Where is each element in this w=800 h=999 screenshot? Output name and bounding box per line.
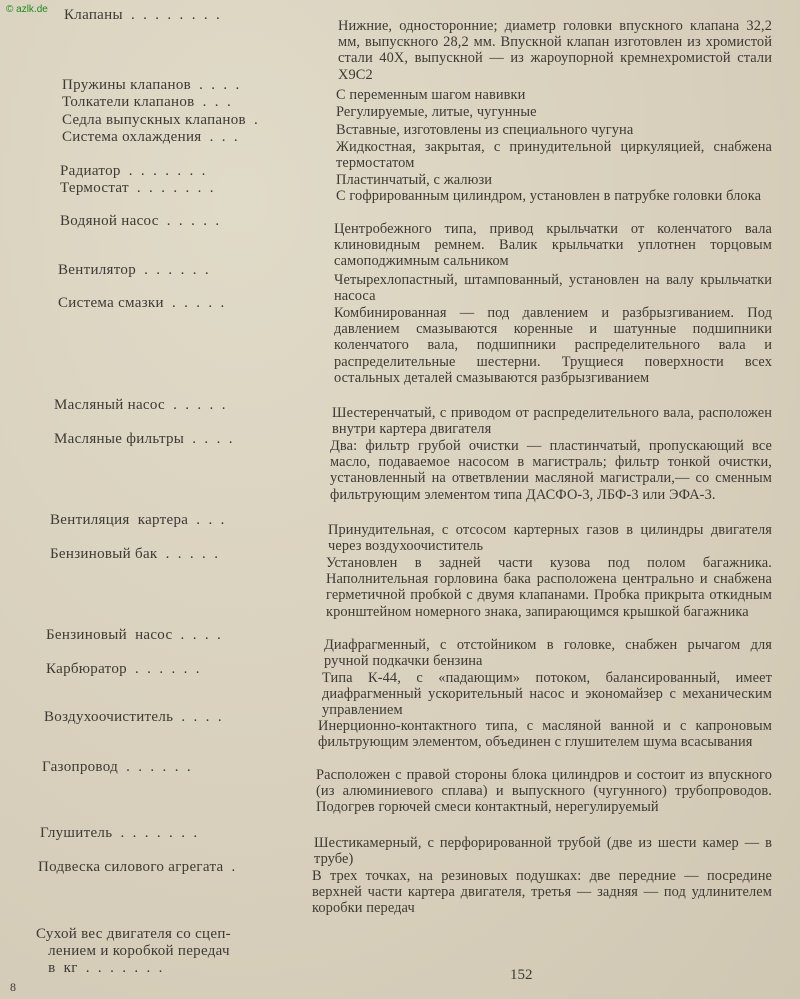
spec-description: Центробежного типа, привод крыльчатки от коленчатого вала клиновидным ремнем. Валик крыльчатки уплотнен торцовым самоподжимным сальником xyxy=(334,221,772,270)
spec-description: С гофрированным цилиндром, установлен в патрубке головки блока xyxy=(336,188,762,204)
spec-term: Вентилятор . . . . . . xyxy=(58,262,209,278)
spec-term: Масляный насос . . . . . xyxy=(54,397,226,413)
page-number: 152 xyxy=(510,967,533,983)
spec-description: Четырехлопастный, штампованный, установлен на валу крыльчатки насоса xyxy=(334,272,772,305)
spec-term: Глушитель . . . . . . . xyxy=(40,825,198,841)
spec-term: Система охлаждения . . . xyxy=(62,129,238,145)
spec-term: Толкатели клапанов . . . xyxy=(62,94,232,110)
spec-description: Шестикамерный, с перфорированной трубой (две из шести камер — в трубе) xyxy=(314,835,772,868)
spec-description: Регулируемые, литые, чугунные xyxy=(336,104,537,120)
spec-term: Клапаны . . . . . . . . xyxy=(64,7,221,23)
spec-description: В трех точках, на резиновых подушках: две передние — посредине верхней части картера двигателя, третья — задняя — под удлинителем коробки передач xyxy=(312,868,772,917)
spec-description: Вставные, изготовлены из специального чугуна xyxy=(336,122,634,138)
spec-term: Радиатор . . . . . . . xyxy=(60,163,206,179)
watermark: © azlk.de xyxy=(6,4,48,15)
spec-term: Вентиляция картера . . . xyxy=(50,512,225,528)
spec-term: Система смазки . . . . . xyxy=(58,295,225,311)
spec-term: Седла выпускных клапанов . xyxy=(62,112,259,128)
spec-description: Расположен с правой стороны блока цилиндров и состоит из впускного (из алюминиевого сплава) и выпускного (чугунного) трубопроводов. Подогрев горючей смеси контактный, нерегулируемый xyxy=(316,767,772,816)
spec-description: Инерционно-контактного типа, с масляной ванной и с капроновым фильтрующим элементом, объединен с глушителем шума всасывания xyxy=(318,718,772,751)
spec-term: Сухой вес двигателя со сцеп- лением и коробкой передач в кг . . . . . . . xyxy=(36,926,231,976)
spec-term: Масляные фильтры . . . . xyxy=(54,431,233,447)
spec-description: Диафрагменный, с отстойником в головке, снабжен рычагом для ручной подкачки бензина xyxy=(324,637,772,670)
spec-term: Карбюратор . . . . . . xyxy=(46,661,200,677)
spec-description: Два: фильтр грубой очистки — пластинчатый, пропускающий все масло, подаваемое насосом в магистраль; фильтр тонкой очистки, установленный на ответвлении масляной магистрали,— со сменным фильтрующим элементом типа ДАСФО-3, ЛБФ-3 или ЭФА-3. xyxy=(330,438,772,503)
spec-description: Типа К-44, с «падающим» потоком, балансированный, имеет диафрагменный ускорительный насос и экономайзер с механическим управлением xyxy=(322,670,772,719)
spec-term: Бензиновый бак . . . . . xyxy=(50,546,219,562)
spec-description: Принудительная, с отсосом картерных газов в цилиндры двигателя через воздухоочиститель xyxy=(328,522,772,555)
spec-description: Пластинчатый, с жалюзи xyxy=(336,172,493,188)
spec-description: Комбинированная — под давлением и разбрызгиванием. Под давлением смазываются коренные и шатунные подшипники коленчатого вала, подшипники распределительного вала и распределительные шестерни. Трущиеся поверхности всех остальных деталей смазываются разбрызгиванием xyxy=(334,305,772,386)
spec-term: Газопровод . . . . . . xyxy=(42,759,191,775)
spec-description: Нижние, односторонние; диаметр головки впускного клапана 32,2 мм, выпускного 28,2 мм. Впускной клапан изготовлен из хромистой стали 40Х, выпускной — из жароупорной кремнехромистой стали Х9С2 xyxy=(338,18,772,83)
spec-term: Бензиновый насос . . . . xyxy=(46,627,222,643)
spec-description: Установлен в задней части кузова под полом багажника. Наполнительная горловина бака расположена центрально и снабжена герметичной пробкой с двумя клапанами. Пробка прикрыта откидным кронштейном номерного знака, запирающимся крышкой багажника xyxy=(326,555,772,620)
spec-term: Термостат . . . . . . . xyxy=(60,180,214,196)
spec-term: Водяной насос . . . . . xyxy=(60,213,220,229)
spec-description: Жидкостная, закрытая, с принудительной циркуляцией, снабжена термостатом xyxy=(336,139,772,172)
spec-term: Подвеска силового агрегата . xyxy=(38,859,236,875)
spec-description: С переменным шагом навивки xyxy=(336,87,526,103)
spec-term: Пружины клапанов . . . . xyxy=(62,77,240,93)
spec-description: Шестеренчатый, с приводом от распределительного вала, расположен внутри картера двигателя xyxy=(332,405,772,438)
spec-term: Воздухоочиститель . . . . xyxy=(44,709,222,725)
corner-mark: 8 xyxy=(10,980,16,994)
